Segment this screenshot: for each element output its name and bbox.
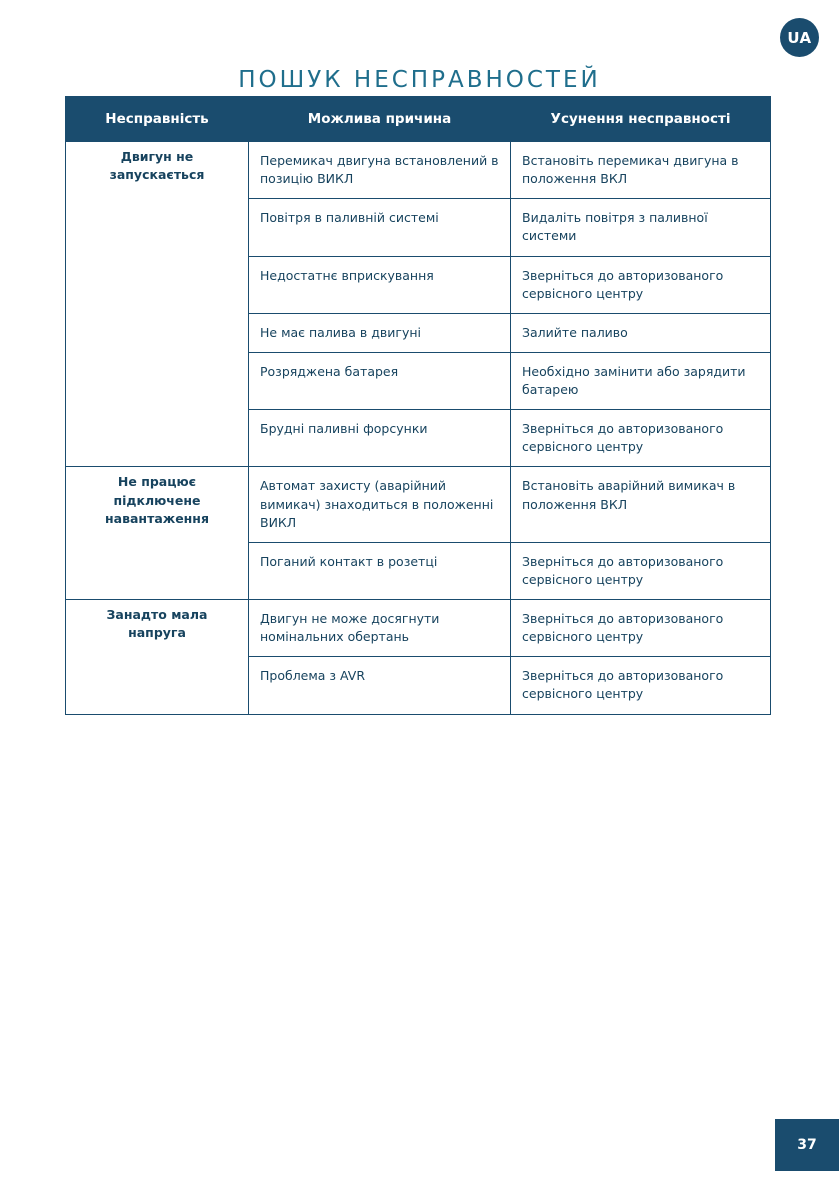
table-header — [66, 97, 771, 142]
troubleshooting-table-container — [65, 96, 770, 715]
column-header-fault: Несправність — [66, 97, 249, 142]
cause-cell: Проблема з AVR — [249, 657, 511, 714]
fix-cell: Залийте паливо — [511, 313, 771, 352]
cause-cell: Поганий контакт в розетці — [249, 542, 511, 599]
troubleshooting-table — [65, 96, 771, 715]
fix-cell: Встановіть перемикач двигуна в положення ВКЛ — [511, 142, 771, 199]
fix-cell: Встановіть аварійний вимикач в положення ВКЛ — [511, 467, 771, 542]
column-header-cause: Можлива причина — [249, 97, 511, 142]
cause-cell: Недостатнє вприскування — [249, 256, 511, 313]
fix-cell: Необхідно замінити або зарядити батарею — [511, 352, 771, 409]
cause-cell: Перемикач двигуна встановлений в позицію ВИКЛ — [249, 142, 511, 199]
table-row — [66, 467, 771, 542]
fix-cell: Зверніться до авторизованого сервісного центру — [511, 256, 771, 313]
fault-cell: Двигун не запускається — [66, 142, 249, 467]
page-number-label: 37 — [797, 1137, 817, 1153]
fix-cell: Видаліть повітря з паливної системи — [511, 199, 771, 256]
cause-cell: Брудні паливні форсунки — [249, 410, 511, 467]
cause-cell: Розряджена батарея — [249, 352, 511, 409]
fix-cell: Зверніться до авторизованого сервісного центру — [511, 657, 771, 714]
table-header-row — [66, 97, 771, 142]
cause-cell: Не має палива в двигуні — [249, 313, 511, 352]
cause-cell: Автомат захисту (аварійний вимикач) знаходиться в положенні ВИКЛ — [249, 467, 511, 542]
table-row — [66, 142, 771, 199]
cause-cell: Повітря в паливній системі — [249, 199, 511, 256]
fix-cell: Зверніться до авторизованого сервісного центру — [511, 600, 771, 657]
page-number — [775, 1119, 839, 1171]
language-badge — [780, 18, 819, 57]
table-row — [66, 600, 771, 657]
fault-cell: Занадто мала напруга — [66, 600, 249, 715]
fault-cell: Не працює підключене навантаження — [66, 467, 249, 600]
fix-cell: Зверніться до авторизованого сервісного центру — [511, 542, 771, 599]
fix-cell: Зверніться до авторизованого сервісного центру — [511, 410, 771, 467]
column-header-fix: Усунення несправності — [511, 97, 771, 142]
language-badge-label: UA — [787, 28, 812, 47]
cause-cell: Двигун не може досягнути номінальних обертань — [249, 600, 511, 657]
page-title: ПОШУК НЕСПРАВНОСТЕЙ — [238, 67, 601, 94]
table-body — [66, 142, 771, 715]
